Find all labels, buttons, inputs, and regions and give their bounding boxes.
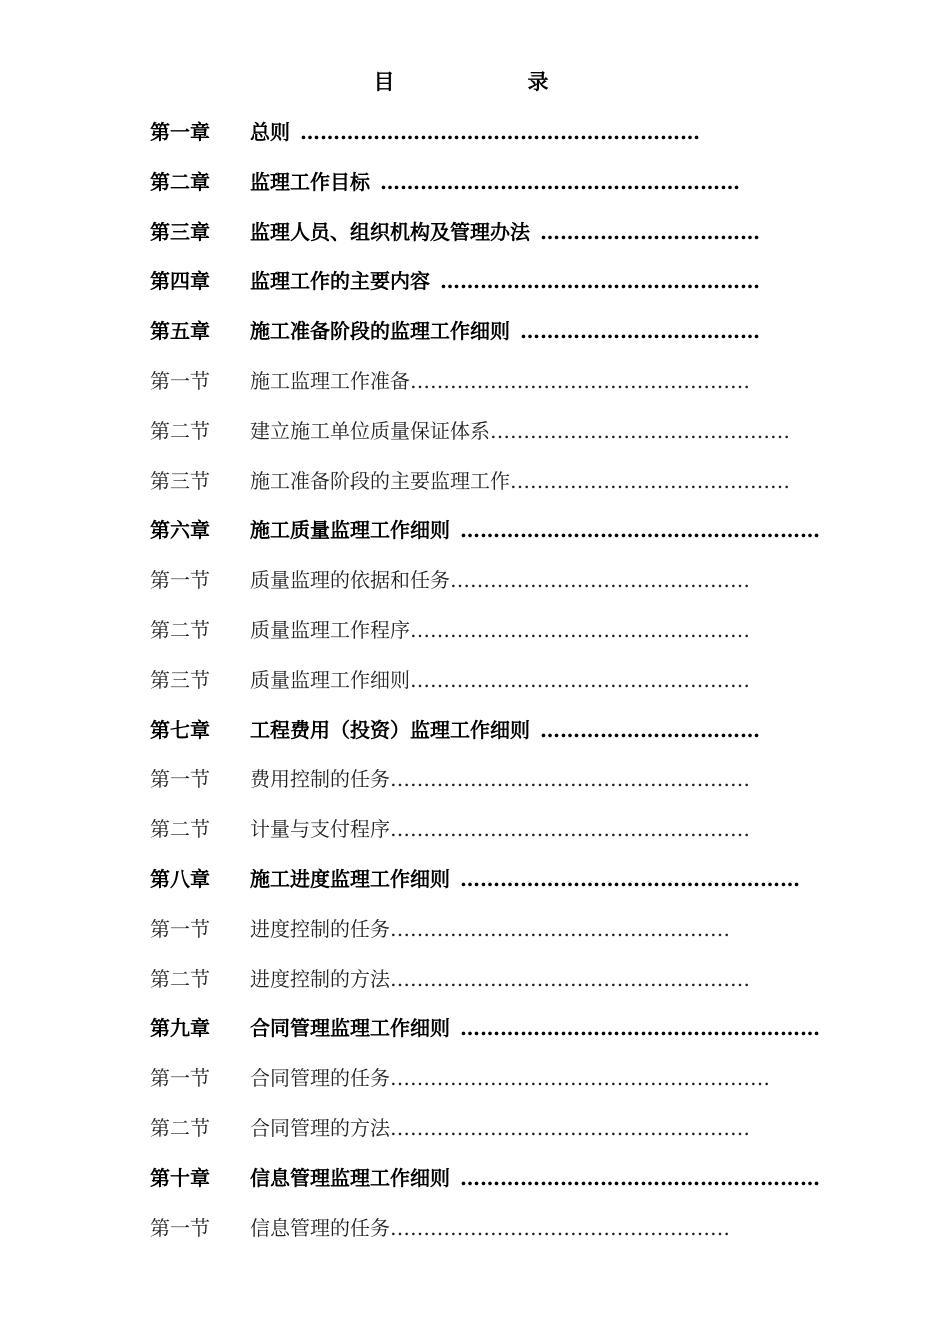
toc-title: 目 录 bbox=[373, 69, 605, 94]
toc-leader-dots: ……………………………………… bbox=[490, 418, 790, 443]
toc-leader-dots: ……………………………………………… bbox=[390, 966, 750, 991]
toc-chapter-entry[interactable] bbox=[150, 262, 850, 312]
toc-leader-dots: …………………………………… bbox=[510, 468, 790, 493]
toc-leader-dots: …………………………………………… bbox=[410, 667, 750, 692]
toc-section-entry[interactable] bbox=[150, 910, 850, 960]
toc-leader-dots: …………………………………………… bbox=[390, 916, 730, 941]
toc-entry-title: 信息管理的任务 bbox=[250, 1215, 390, 1240]
toc-entry-title: 合同管理的任务 bbox=[250, 1066, 390, 1091]
toc-entry-title: 质量监理的依据和任务 bbox=[250, 568, 450, 593]
toc-entry-number: 第七章 bbox=[150, 717, 210, 742]
toc-entry-title: 监理工作的主要内容 bbox=[250, 269, 430, 294]
toc-entry-title: 建立施工单位质量保证体系 bbox=[250, 418, 490, 443]
toc-entry-number: 第一节 bbox=[150, 1066, 210, 1091]
toc-chapter-entry[interactable] bbox=[150, 1159, 850, 1209]
toc-entry-number: 第一节 bbox=[150, 767, 210, 792]
toc-section-entry[interactable] bbox=[150, 561, 850, 611]
toc-entry-title: 计量与支付程序 bbox=[250, 817, 390, 842]
toc-chapter-entry[interactable] bbox=[150, 860, 850, 910]
toc-entry-title: 质量监理工作程序 bbox=[250, 617, 410, 642]
toc-entry-number: 第二节 bbox=[150, 418, 210, 443]
toc-chapter-entry[interactable] bbox=[150, 1009, 850, 1059]
toc-section-entry[interactable] bbox=[150, 760, 850, 810]
toc-entry-number: 第六章 bbox=[150, 518, 210, 543]
toc-entry-title: 施工进度监理工作细则 bbox=[250, 866, 450, 891]
toc-section-entry[interactable] bbox=[150, 611, 850, 661]
toc-entry-number: 第二节 bbox=[150, 966, 210, 991]
toc-leader-dots: ……………………………… bbox=[520, 319, 760, 344]
toc-entry-title: 总则 bbox=[250, 120, 290, 144]
toc-entry-title: 施工准备阶段的监理工作细则 bbox=[250, 319, 510, 344]
toc-entry-number: 第一节 bbox=[150, 916, 210, 941]
toc-leader-dots: …………………………………………… bbox=[410, 617, 750, 642]
toc-leader-dots: ……………………………………………… bbox=[390, 767, 750, 792]
toc-entry-title: 进度控制的方法 bbox=[250, 966, 390, 991]
toc-entry-title: 监理人员、组织机构及管理办法 bbox=[250, 219, 530, 244]
toc-section-entry[interactable] bbox=[150, 462, 850, 512]
toc-chapter-entry[interactable] bbox=[150, 711, 850, 761]
toc-section-entry[interactable] bbox=[150, 661, 850, 711]
toc-leader-dots: ……………………………………………… bbox=[380, 169, 740, 194]
toc-chapter-entry[interactable] bbox=[150, 312, 850, 362]
toc-section-entry[interactable] bbox=[150, 1059, 850, 1109]
toc-leader-dots: ……………………………………………… bbox=[460, 518, 820, 543]
toc-entry-number: 第三节 bbox=[150, 667, 210, 692]
toc-section-entry[interactable] bbox=[150, 362, 850, 412]
toc-chapter-entry[interactable] bbox=[150, 511, 850, 561]
toc-entry-number: 第四章 bbox=[150, 269, 210, 294]
toc-entry-title: 施工准备阶段的主要监理工作 bbox=[250, 468, 510, 493]
toc-leader-dots: …………………………… bbox=[540, 717, 760, 742]
toc-entry-number: 第三节 bbox=[150, 468, 210, 493]
toc-section-entry[interactable] bbox=[150, 1109, 850, 1159]
toc-entry-number: 第一节 bbox=[150, 1215, 210, 1240]
toc-entry-title: 费用控制的任务 bbox=[250, 767, 390, 792]
toc-entry-number: 第五章 bbox=[150, 319, 210, 344]
toc-leader-dots: …………………………… bbox=[540, 219, 760, 244]
toc-leader-dots: …………………………………………… bbox=[460, 866, 800, 891]
toc-entry-title: 合同管理监理工作细则 bbox=[250, 1016, 450, 1041]
toc-leader-dots: …………………………………………………… bbox=[300, 120, 700, 144]
toc-entry-number: 第一章 bbox=[150, 120, 210, 144]
toc-chapter-entry[interactable] bbox=[150, 163, 850, 213]
toc-entry-title: 工程费用（投资）监理工作细则 bbox=[250, 717, 530, 742]
toc-chapter-entry[interactable] bbox=[150, 213, 850, 263]
toc-leader-dots: ……………………………………………… bbox=[460, 1016, 820, 1041]
toc-section-entry[interactable] bbox=[150, 810, 850, 860]
toc-section-entry[interactable] bbox=[150, 1209, 850, 1259]
toc-entry-number: 第八章 bbox=[150, 866, 210, 891]
toc-entry-title: 信息管理监理工作细则 bbox=[250, 1165, 450, 1190]
toc-chapter-entry[interactable] bbox=[150, 113, 850, 163]
toc-leader-dots: …………………………………………… bbox=[410, 368, 750, 393]
toc-entry-number: 第十章 bbox=[150, 1165, 210, 1190]
toc-entry-title: 施工质量监理工作细则 bbox=[250, 518, 450, 543]
toc-entry-title: 进度控制的任务 bbox=[250, 916, 390, 941]
toc-entry-number: 第二节 bbox=[150, 617, 210, 642]
toc-entry-title: 合同管理的方法 bbox=[250, 1115, 390, 1140]
toc-entry-title: 监理工作目标 bbox=[250, 169, 370, 194]
toc-entry-number: 第三章 bbox=[150, 219, 210, 244]
toc-leader-dots: ……………………………………………… bbox=[460, 1165, 820, 1190]
toc-entry-number: 第二节 bbox=[150, 1115, 210, 1140]
toc-entry-title: 施工监理工作准备 bbox=[250, 368, 410, 393]
toc-entry-title: 质量监理工作细则 bbox=[250, 667, 410, 692]
toc-section-entry[interactable] bbox=[150, 960, 850, 1010]
toc-entry-number: 第二章 bbox=[150, 169, 210, 194]
toc-leader-dots: ……………………………………… bbox=[450, 568, 750, 593]
toc-entry-number: 第二节 bbox=[150, 817, 210, 842]
toc-entry-number: 第九章 bbox=[150, 1016, 210, 1041]
toc-leader-dots: ………………………………………………… bbox=[390, 1066, 770, 1091]
toc-leader-dots: ……………………………………………… bbox=[390, 1115, 750, 1140]
toc-leader-dots: …………………………………………… bbox=[390, 1215, 730, 1240]
toc-entry-number: 第一节 bbox=[150, 568, 210, 593]
table-of-contents bbox=[150, 113, 850, 1258]
toc-leader-dots: ……………………………………………… bbox=[390, 817, 750, 842]
toc-section-entry[interactable] bbox=[150, 412, 850, 462]
toc-leader-dots: ………………………………………… bbox=[440, 269, 760, 294]
toc-entry-number: 第一节 bbox=[150, 368, 210, 393]
